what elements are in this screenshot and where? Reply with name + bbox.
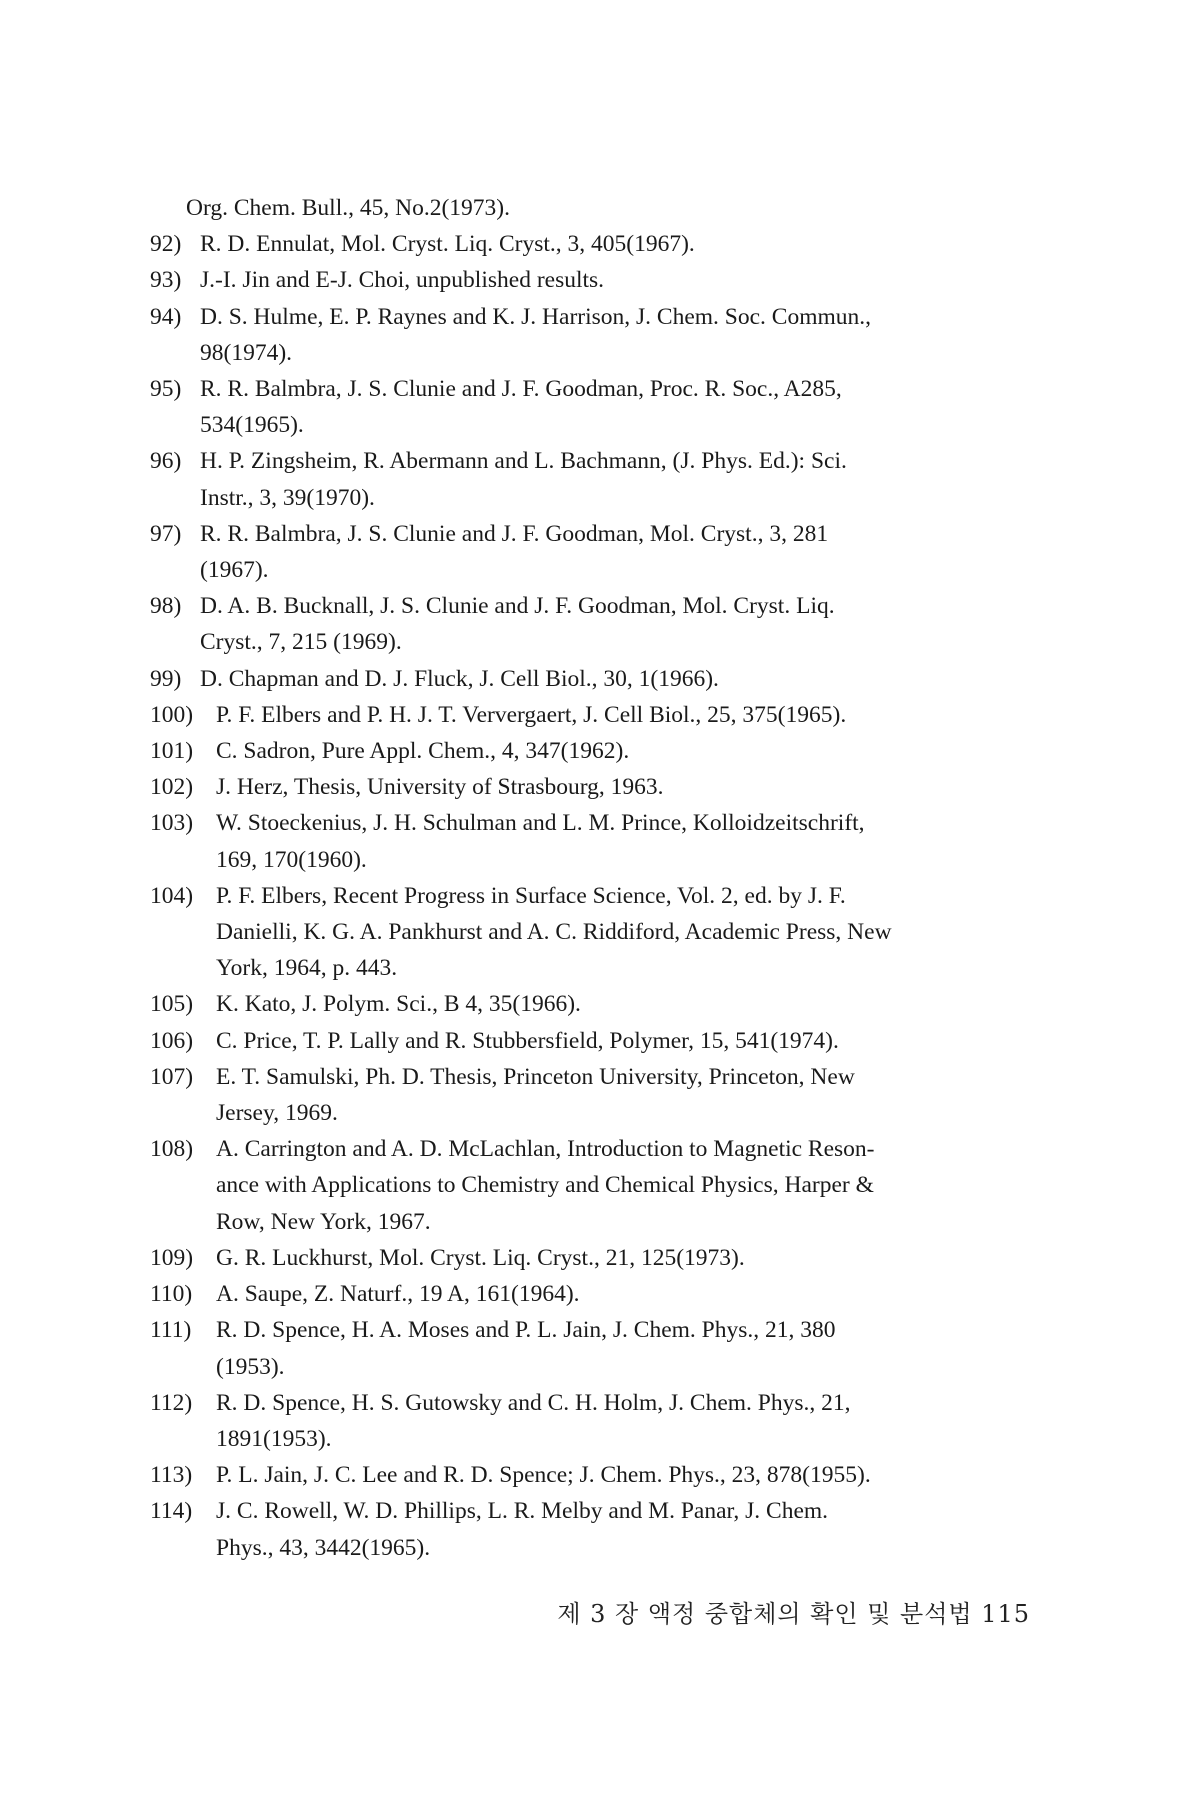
reference-number: 104) xyxy=(150,882,194,909)
reference-continuation-line xyxy=(150,1349,1030,1385)
reference-number: 110) xyxy=(150,1281,193,1308)
reference-number: 103) xyxy=(150,810,194,837)
reference-line xyxy=(150,1131,1030,1167)
reference-text: R. D. Spence, H. A. Moses and P. L. Jain, J. Chem. Phys., 21, 380 xyxy=(216,1317,836,1344)
reference-text: J. C. Rowell, W. D. Phillips, L. R. Melby and M. Panar, J. Chem. xyxy=(216,1498,829,1525)
reference-text: D. A. B. Bucknall, J. S. Clunie and J. F. Goodman, Mol. Cryst. Liq. xyxy=(200,593,835,620)
reference-line xyxy=(150,226,1030,262)
reference-text: ance with Applications to Chemistry and Chemical Physics, Harper & xyxy=(216,1172,874,1199)
reference-number: 101) xyxy=(150,738,194,765)
reference-line xyxy=(150,697,1030,733)
reference-continuation-line xyxy=(150,1204,1030,1240)
reference-continuation-line xyxy=(150,950,1030,986)
reference-line xyxy=(150,1385,1030,1421)
reference-text: A. Carrington and A. D. McLachlan, Introduction to Magnetic Reson- xyxy=(216,1136,875,1163)
reference-continuation-line xyxy=(150,480,1030,516)
reference-line xyxy=(150,1276,1030,1312)
reference-line xyxy=(150,661,1030,697)
reference-continuation-line xyxy=(150,552,1030,588)
reference-text: G. R. Luckhurst, Mol. Cryst. Liq. Cryst., 21, 125(1973). xyxy=(216,1244,745,1271)
reference-number: 109) xyxy=(150,1244,194,1271)
reference-line xyxy=(150,1457,1030,1493)
reference-text: J. Herz, Thesis, University of Strasbourg, 1963. xyxy=(216,774,664,801)
reference-text: J.-I. Jin and E-J. Choi, unpublished results. xyxy=(200,267,605,294)
reference-number: 99) xyxy=(150,665,182,692)
reference-number: 112) xyxy=(150,1389,193,1416)
reference-text: Row, New York, 1967. xyxy=(216,1208,431,1235)
reference-continuation-line xyxy=(150,335,1030,371)
reference-text: 534(1965). xyxy=(200,412,304,439)
reference-line xyxy=(150,986,1030,1022)
reference-line xyxy=(150,443,1030,479)
reference-number: 98) xyxy=(150,593,182,620)
reference-text: 169, 170(1960). xyxy=(216,846,367,873)
reference-text: P. F. Elbers and P. H. J. T. Ververgaert, J. Cell Biol., 25, 375(1965). xyxy=(216,701,847,728)
reference-text: Phys., 43, 3442(1965). xyxy=(216,1534,431,1561)
reference-line xyxy=(150,371,1030,407)
reference-text: D. S. Hulme, E. P. Raynes and K. J. Harrison, J. Chem. Soc. Commun., xyxy=(200,303,872,330)
reference-line xyxy=(150,733,1030,769)
reference-text: R. D. Ennulat, Mol. Cryst. Liq. Cryst., 3, 405(1967). xyxy=(200,231,695,258)
reference-continuation-line xyxy=(150,914,1030,950)
reference-text: Org. Chem. Bull., 45, No.2(1973). xyxy=(186,195,510,221)
reference-number: 95) xyxy=(150,376,182,403)
reference-number: 114) xyxy=(150,1498,193,1525)
reference-text: E. T. Samulski, Ph. D. Thesis, Princeton University, Princeton, New xyxy=(216,1063,855,1090)
reference-number: 108) xyxy=(150,1136,194,1163)
running-footer: 제 3 장 액정 중합체의 확인 및 분석법 115 xyxy=(557,1600,1030,1628)
reference-continuation-line xyxy=(150,1167,1030,1203)
reference-text: Jersey, 1969. xyxy=(216,1100,338,1127)
reference-list xyxy=(150,190,1030,1566)
reference-number: 107) xyxy=(150,1063,194,1090)
reference-number: 96) xyxy=(150,448,182,475)
reference-line xyxy=(150,299,1030,335)
reference-continuation-line xyxy=(150,842,1030,878)
reference-line xyxy=(150,769,1030,805)
reference-text: W. Stoeckenius, J. H. Schulman and L. M. Prince, Kolloidzeitschrift, xyxy=(216,810,865,837)
reference-text: York, 1964, p. 443. xyxy=(216,955,398,982)
reference-text: R. R. Balmbra, J. S. Clunie and J. F. Goodman, Mol. Cryst., 3, 281 xyxy=(200,520,829,547)
reference-text: P. F. Elbers, Recent Progress in Surface Science, Vol. 2, ed. by J. F. xyxy=(216,882,846,909)
reference-text: Instr., 3, 39(1970). xyxy=(200,484,375,511)
reference-line xyxy=(150,1240,1030,1276)
reference-text: Cryst., 7, 215 (1969). xyxy=(200,629,402,656)
reference-line xyxy=(150,1023,1030,1059)
reference-number: 97) xyxy=(150,520,182,547)
reference-line xyxy=(150,588,1030,624)
reference-number: 92) xyxy=(150,231,182,258)
reference-text: P. L. Jain, J. C. Lee and R. D. Spence; J. Chem. Phys., 23, 878(1955). xyxy=(216,1462,871,1489)
reference-text: C. Price, T. P. Lally and R. Stubbersfield, Polymer, 15, 541(1974). xyxy=(216,1027,839,1054)
reference-continuation-line xyxy=(150,190,1030,226)
reference-text: K. Kato, J. Polym. Sci., B 4, 35(1966). xyxy=(216,991,581,1018)
reference-line xyxy=(150,516,1030,552)
reference-continuation-line xyxy=(150,1095,1030,1131)
reference-text: H. P. Zingsheim, R. Abermann and L. Bachmann, (J. Phys. Ed.): Sci. xyxy=(200,448,847,475)
reference-text: (1967). xyxy=(200,557,269,584)
reference-text: R. R. Balmbra, J. S. Clunie and J. F. Goodman, Proc. R. Soc., A285, xyxy=(200,376,842,403)
reference-text: 1891(1953). xyxy=(216,1425,332,1452)
reference-number: 94) xyxy=(150,303,182,330)
reference-line xyxy=(150,1493,1030,1529)
reference-number: 113) xyxy=(150,1462,193,1489)
reference-text: D. Chapman and D. J. Fluck, J. Cell Biol., 30, 1(1966). xyxy=(200,665,719,692)
reference-line xyxy=(150,1059,1030,1095)
reference-line xyxy=(150,805,1030,841)
reference-number: 105) xyxy=(150,991,194,1018)
reference-text: C. Sadron, Pure Appl. Chem., 4, 347(1962). xyxy=(216,738,630,765)
reference-text: A. Saupe, Z. Naturf., 19 A, 161(1964). xyxy=(216,1281,580,1308)
reference-line xyxy=(150,262,1030,298)
reference-number: 111) xyxy=(150,1317,192,1344)
reference-text: Danielli, K. G. A. Pankhurst and A. C. Riddiford, Academic Press, New xyxy=(216,919,892,946)
reference-continuation-line xyxy=(150,1530,1030,1566)
reference-number: 102) xyxy=(150,774,194,801)
reference-continuation-line xyxy=(150,407,1030,443)
reference-text: R. D. Spence, H. S. Gutowsky and C. H. Holm, J. Chem. Phys., 21, xyxy=(216,1389,851,1416)
reference-line xyxy=(150,878,1030,914)
reference-text: (1953). xyxy=(216,1353,285,1380)
reference-number: 93) xyxy=(150,267,182,294)
reference-line xyxy=(150,1312,1030,1348)
reference-continuation-line xyxy=(150,624,1030,660)
reference-continuation-line xyxy=(150,1421,1030,1457)
reference-number: 106) xyxy=(150,1027,194,1054)
reference-text: 98(1974). xyxy=(200,339,293,366)
reference-number: 100) xyxy=(150,701,194,728)
